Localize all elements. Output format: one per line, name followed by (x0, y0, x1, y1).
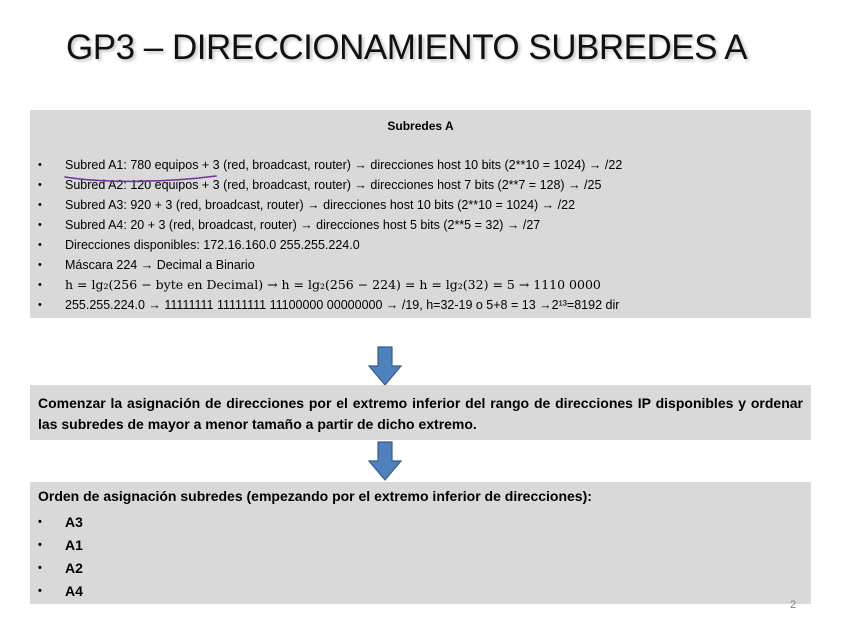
subnets-box (30, 110, 811, 318)
list-item-text: A2 (65, 560, 83, 576)
list-item (38, 580, 83, 603)
bullet: • (38, 299, 42, 311)
order-heading: Orden de asignación subredes (empezando por el extremo inferior de direcciones): (38, 488, 592, 504)
handwritten-underline (63, 174, 218, 186)
order-list (38, 511, 83, 603)
bullet: • (38, 159, 42, 171)
list-item-text: A1 (65, 537, 83, 553)
bullet: • (38, 179, 42, 191)
bullet: • (38, 585, 42, 597)
list-item (38, 534, 83, 557)
order-box (30, 482, 811, 604)
list-item (38, 235, 622, 255)
subnets-box-heading: Subredes A (387, 119, 454, 133)
list-item (38, 215, 622, 235)
formula-text: h = lg₂(256 − byte en Decimal) → h = lg₂(256 − 224) = h = lg₂(32) = 5 → 1110 0000 (65, 277, 601, 292)
bullet: • (38, 219, 42, 231)
list-item (38, 511, 83, 534)
list-item-text: 255.255.224.0 → 11111111 11111111 11100000 00000000 → /19, h=32-19 o 5+8 = 13 →2¹³=8192 dir (65, 298, 620, 312)
list-item-text: Máscara 224 → Decimal a Binario (65, 258, 255, 272)
list-item-text: Subred A2: 120 equipos + 3 (red, broadcast, router) → direcciones host 7 bits (2**7 = 128) → /25 (65, 178, 602, 192)
bullet: • (38, 539, 42, 551)
list-item (38, 557, 83, 580)
list-item (38, 255, 622, 275)
down-arrow-icon (368, 346, 402, 386)
bullet: • (38, 279, 42, 291)
list-item-text: Subred A1: 780 equipos + 3 (red, broadcast, router) → direcciones host 10 bits (2**10 = 1024) → /22 (65, 158, 623, 172)
page-title: GP3 – DIRECCIONAMIENTO SUBREDES A (66, 28, 748, 67)
list-item (38, 195, 622, 215)
instruction-box (30, 385, 811, 440)
list-item (38, 275, 622, 295)
bullet: • (38, 516, 42, 528)
bullet: • (38, 239, 42, 251)
instruction-text: Comenzar la asignación de direcciones por el extremo inferior del rango de direcciones IP disponibles y ordenar las subredes de mayor a menor tamaño a partir de dicho extremo. (38, 395, 803, 432)
down-arrow-icon (368, 441, 402, 481)
bullet: • (38, 562, 42, 574)
bullet: • (38, 199, 42, 211)
page-number: 2 (790, 599, 797, 611)
list-item (38, 155, 622, 175)
list-item (38, 295, 622, 315)
list-item-text: Subred A4: 20 + 3 (red, broadcast, router) → direcciones host 5 bits (2**5 = 32) → /27 (65, 218, 541, 232)
list-item-text: A3 (65, 514, 83, 530)
list-item-text: Subred A3: 920 + 3 (red, broadcast, router) → direcciones host 10 bits (2**10 = 1024) → /22 (65, 198, 576, 212)
bullet: • (38, 259, 42, 271)
list-item-text: A4 (65, 583, 83, 599)
list-item-text: Direcciones disponibles: 172.16.160.0 255.255.224.0 (65, 238, 360, 252)
